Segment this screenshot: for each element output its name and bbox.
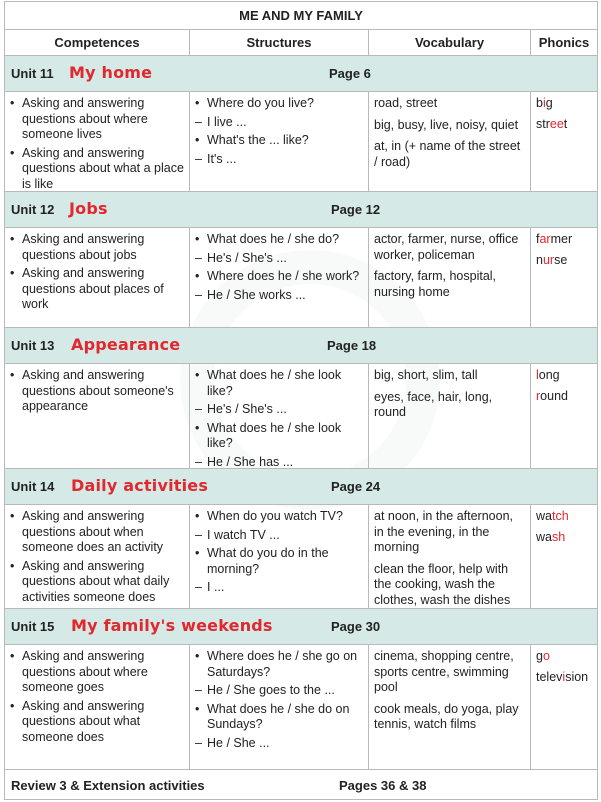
structure-text: I watch TV ...: [207, 527, 280, 542]
phonics-suffix: sion: [565, 669, 589, 684]
structure-text: He's / She's ...: [207, 250, 287, 265]
structure-text: It's ...: [207, 151, 237, 166]
competence-text: Asking and answering questions about where someone goes: [22, 649, 148, 694]
unit-band: [5, 192, 597, 228]
structure-item: [195, 683, 364, 699]
structure-bullet: •: [195, 546, 200, 560]
competence-item: [10, 699, 185, 746]
unit-page: Page 12: [331, 202, 381, 217]
structures-cell: [190, 645, 369, 769]
competence-item: [10, 232, 185, 263]
unit-number: Unit 14: [11, 479, 55, 494]
review-pages: Pages 36 & 38: [339, 778, 427, 793]
phonics-suffix: se: [554, 252, 568, 267]
unit-name: Daily activities: [71, 476, 209, 495]
structure-item: [195, 232, 364, 248]
competence-item: [10, 509, 185, 556]
phonics-highlight: i: [562, 669, 566, 684]
syllabus-table: [4, 1, 598, 800]
phonics-cell: [531, 228, 597, 327]
phonics-prefix: b: [536, 96, 543, 110]
competences-cell: [5, 92, 190, 191]
unit-page: Page 24: [331, 479, 381, 494]
structure-item: [195, 649, 364, 680]
structure-bullet: •: [195, 269, 200, 283]
structure-text: What does he / she look like?: [207, 368, 342, 398]
structure-item: [195, 736, 364, 752]
structure-item: [195, 115, 364, 131]
structure-bullet: –: [195, 527, 202, 542]
structure-bullet: •: [195, 420, 200, 435]
competences-cell: [5, 228, 190, 327]
phonics-word: [536, 649, 593, 665]
phonics-highlight: tch: [551, 509, 569, 523]
structure-text: Where do you live?: [207, 96, 315, 110]
phonics-word: [536, 530, 593, 546]
structure-text: He / She ...: [207, 735, 270, 750]
structure-bullet: –: [195, 735, 202, 750]
phonics-cell: [531, 364, 597, 468]
structure-text: He / She works ...: [207, 287, 306, 302]
unit-name: My family's weekends: [71, 616, 273, 635]
bullet-dot: •: [10, 698, 15, 713]
unit-page: Page 18: [327, 338, 377, 353]
unit-number: Unit 13: [11, 338, 55, 353]
structure-text: What does he / she do on Sundays?: [207, 701, 350, 731]
competence-item: [10, 266, 185, 313]
structure-item: [195, 455, 364, 471]
structure-bullet: •: [195, 368, 200, 382]
unit-name: My home: [69, 63, 153, 82]
structure-item: [195, 402, 364, 418]
phonics-suffix: mer: [550, 232, 573, 246]
phonics-cell: [531, 92, 597, 191]
phonics-prefix: wa: [536, 529, 552, 544]
table-title: ME AND MY FAMILY: [5, 2, 597, 30]
unit-number: Unit 15: [11, 619, 55, 634]
structure-bullet: –: [195, 402, 202, 416]
vocabulary-group: at, in (+ name of the street / road): [374, 139, 521, 169]
header-competences: Competences: [5, 30, 190, 55]
structure-text: What do you do in the morning?: [207, 546, 329, 576]
bullet-dot: •: [10, 96, 15, 110]
vocabulary-group: clean the floor, help with the cooking, wash the clothes, wash the dishes: [374, 561, 511, 607]
structure-text: I live ...: [207, 114, 247, 129]
bullet-dot: •: [10, 509, 15, 523]
phonics-suffix: t: [563, 116, 568, 131]
unit-band: [5, 469, 597, 505]
competence-text: Asking and answering questions about someone's appearance: [22, 368, 174, 413]
phonics-word: [536, 117, 593, 133]
bullet-dot: •: [10, 232, 15, 246]
structure-bullet: •: [195, 701, 200, 716]
phonics-word: [536, 96, 593, 112]
structure-text: Where does he / she work?: [207, 269, 360, 283]
phonics-word: [536, 389, 593, 405]
structure-bullet: •: [195, 232, 200, 246]
phonics-word: [536, 509, 593, 525]
review-row: [5, 770, 597, 801]
competence-item: [10, 649, 185, 696]
bullet-dot: •: [10, 558, 15, 573]
competence-text: Asking and answering questions about places of work: [22, 266, 164, 311]
structure-text: Where does he / she go on Saturdays?: [207, 649, 358, 679]
vocabulary-cell: [369, 228, 531, 327]
structure-item: [195, 152, 364, 168]
structure-item: [195, 368, 364, 399]
structure-item: [195, 580, 364, 596]
phonics-suffix: g: [545, 96, 553, 110]
table-header: [5, 30, 597, 56]
structure-bullet: •: [195, 509, 200, 523]
structure-bullet: •: [195, 96, 200, 110]
structure-item: [195, 421, 364, 452]
unit-name: Appearance: [71, 335, 181, 354]
structure-bullet: –: [195, 287, 202, 302]
competence-text: Asking and answering questions about when someone does an activity: [22, 509, 164, 554]
phonics-cell: [531, 505, 597, 608]
unit-number: Unit 12: [11, 202, 55, 217]
unit-content-row: [5, 228, 597, 328]
structure-text: What's the ... like?: [207, 133, 309, 147]
structure-text: When do you watch TV?: [207, 509, 343, 523]
structure-item: [195, 96, 364, 112]
structure-item: [195, 546, 364, 577]
structure-text: He's / She's ...: [207, 402, 287, 416]
phonics-highlight: ur: [542, 252, 555, 267]
structure-bullet: •: [195, 649, 200, 663]
phonics-highlight: i: [542, 96, 546, 110]
unit-name: Jobs: [69, 199, 108, 218]
vocabulary-group: cinema, shopping centre, sports centre, swimming pool: [374, 649, 514, 694]
vocabulary-group: big, short, slim, tall: [374, 368, 478, 382]
competences-cell: [5, 505, 190, 608]
phonics-suffix: ong: [538, 368, 560, 382]
structure-bullet: –: [195, 151, 202, 166]
unit-content-row: [5, 92, 597, 192]
vocabulary-group: at noon, in the afternoon, in the evening, in the morning: [374, 509, 513, 554]
structure-item: [195, 133, 364, 149]
structure-bullet: –: [195, 683, 202, 697]
phonics-prefix: str: [536, 116, 550, 131]
vocabulary-group: actor, farmer, nurse, office worker, policeman: [374, 232, 519, 262]
vocabulary-group: cook meals, do yoga, play tennis, watch films: [374, 701, 519, 731]
review-label: Review 3 & Extension activities: [11, 778, 205, 793]
competence-text: Asking and answering questions about what a place is like: [22, 145, 184, 191]
phonics-prefix: telev: [536, 669, 563, 684]
unit-band: [5, 609, 597, 645]
bullet-dot: •: [10, 368, 15, 382]
vocabulary-cell: [369, 505, 531, 608]
unit-page: Page 30: [331, 619, 381, 634]
phonics-highlight: ar: [539, 232, 551, 246]
bullet-dot: •: [10, 266, 15, 280]
header-structures: Structures: [190, 30, 369, 55]
phonics-highlight: ee: [549, 116, 564, 131]
unit-page: Page 6: [329, 66, 371, 81]
structures-cell: [190, 505, 369, 608]
structures-cell: [190, 92, 369, 191]
structure-text: What does he / she look like?: [207, 420, 342, 450]
structure-item: [195, 269, 364, 285]
unit-content-row: [5, 505, 597, 609]
phonics-word: [536, 232, 593, 248]
structure-item: [195, 288, 364, 304]
phonics-highlight: sh: [551, 529, 566, 544]
unit-content-row: [5, 645, 597, 770]
structure-bullet: –: [195, 454, 202, 469]
structure-text: He / She has ...: [207, 454, 294, 469]
structure-item: [195, 528, 364, 544]
phonics-suffix: ound: [540, 388, 568, 403]
unit-band: [5, 56, 597, 92]
phonics-prefix: f: [536, 232, 540, 246]
competence-text: Asking and answering questions about what daily activities someone does: [22, 558, 170, 604]
phonics-prefix: wa: [536, 509, 552, 523]
vocabulary-group: big, busy, live, noisy, quiet: [374, 117, 519, 132]
bullet-dot: •: [10, 145, 15, 160]
competence-text: Asking and answering questions about jobs: [22, 232, 145, 262]
unit-number: Unit 11: [11, 66, 54, 81]
bullet-dot: •: [10, 649, 15, 663]
vocabulary-cell: [369, 645, 531, 769]
structures-cell: [190, 228, 369, 327]
competence-item: [10, 146, 185, 193]
header-phonics: Phonics: [538, 35, 590, 50]
structure-bullet: •: [195, 133, 200, 147]
structures-cell: [190, 364, 369, 468]
structure-bullet: –: [195, 580, 202, 594]
structure-item: [195, 509, 364, 525]
unit-band: [5, 328, 597, 364]
unit-content-row: [5, 364, 597, 469]
vocabulary-group: factory, farm, hospital, nursing home: [374, 269, 497, 299]
header-vocabulary: Vocabulary: [369, 30, 531, 55]
competences-cell: [5, 645, 190, 769]
competence-text: Asking and answering questions about what someone does: [22, 698, 145, 744]
phonics-word: [536, 253, 593, 269]
structure-text: What does he / she do?: [207, 232, 340, 246]
phonics-highlight: o: [542, 649, 550, 663]
structure-item: [195, 702, 364, 733]
competences-cell: [5, 364, 190, 468]
structure-text: I ...: [207, 580, 225, 594]
phonics-highlight: r: [536, 388, 541, 403]
phonics-prefix: g: [536, 649, 543, 663]
phonics-prefix: n: [536, 252, 543, 267]
phonics-word: [536, 670, 593, 686]
structure-bullet: –: [195, 114, 202, 129]
vocabulary-group: eyes, face, hair, long, round: [374, 389, 493, 419]
competence-item: [10, 368, 185, 415]
phonics-highlight: l: [536, 368, 539, 382]
structure-bullet: –: [195, 250, 202, 265]
competence-item: [10, 559, 185, 606]
phonics-word: [536, 368, 593, 384]
vocabulary-cell: [369, 92, 531, 191]
competence-item: [10, 96, 185, 143]
phonics-cell: [531, 645, 597, 769]
vocabulary-cell: [369, 364, 531, 468]
competence-text: Asking and answering questions about where someone lives: [22, 96, 148, 141]
structure-text: He / She goes to the ...: [207, 683, 335, 697]
vocabulary-group: road, street: [374, 96, 438, 110]
structure-item: [195, 251, 364, 267]
